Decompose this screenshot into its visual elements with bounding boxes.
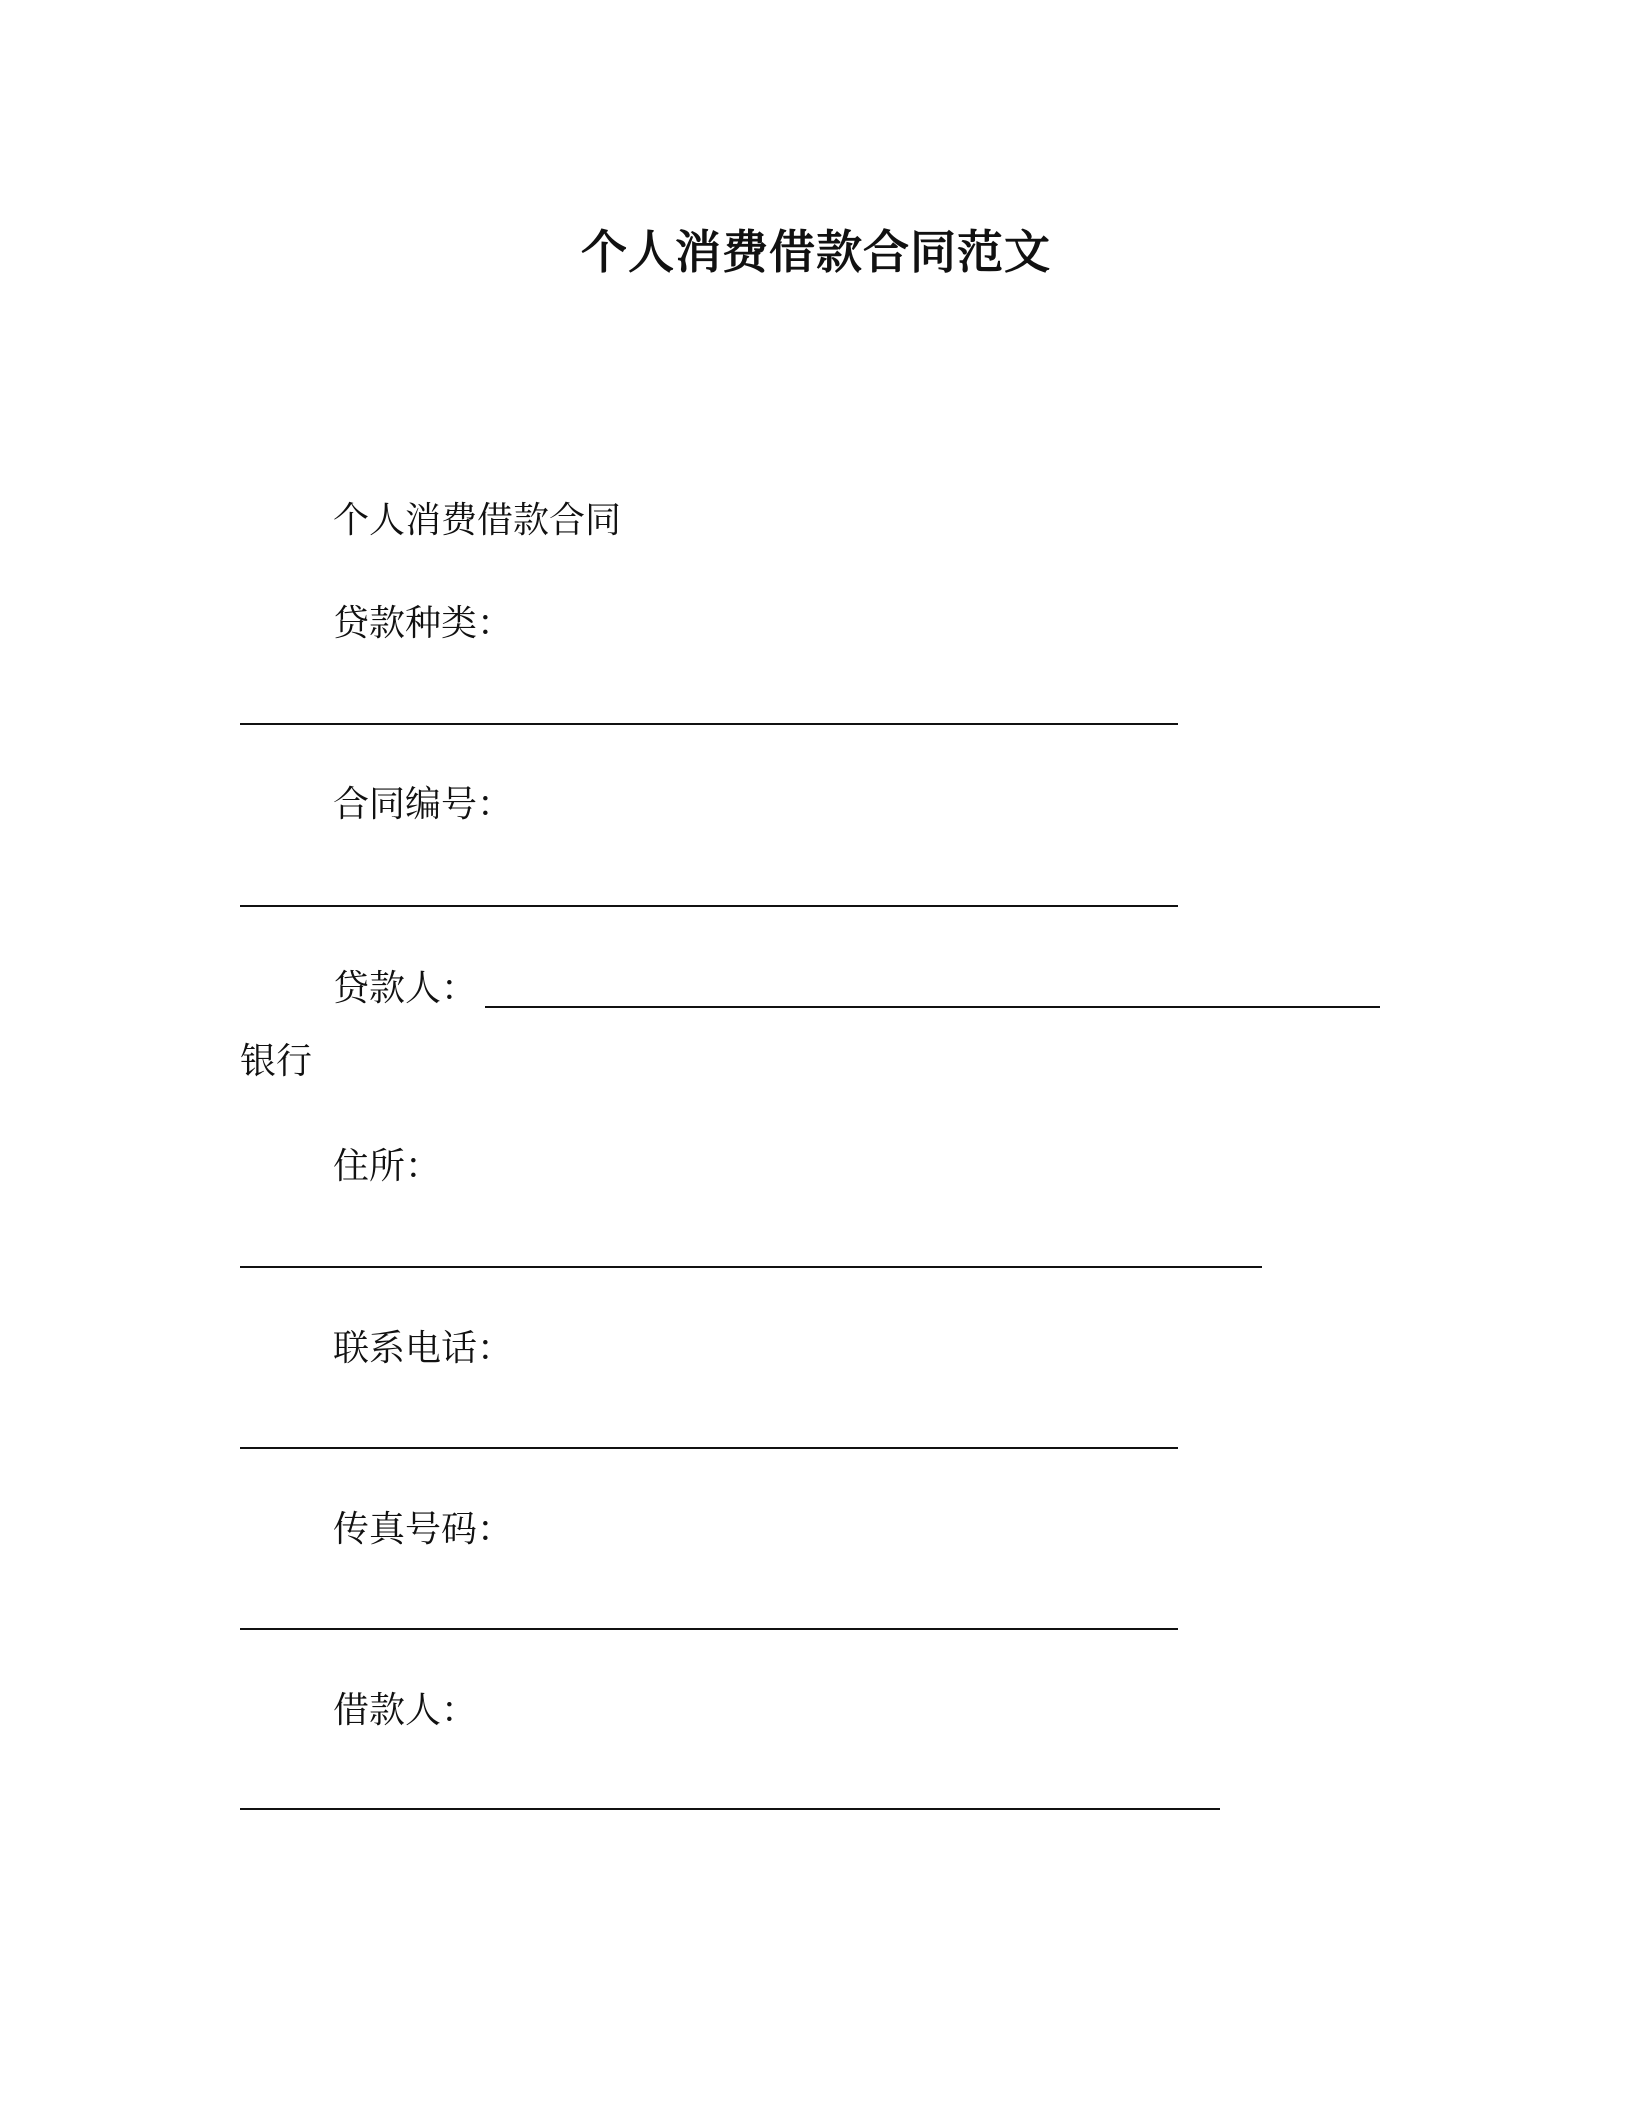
address-label: 住所：	[333, 1146, 442, 1187]
contract-number-blank	[240, 905, 1178, 907]
loan-type-label: 贷款种类：	[333, 603, 514, 644]
document-title: 个人消费借款合同范文	[581, 225, 1051, 279]
lender-blank	[485, 1006, 1380, 1008]
fax-blank	[240, 1628, 1178, 1630]
address-blank	[240, 1266, 1262, 1268]
contract-number-label: 合同编号：	[333, 784, 514, 825]
borrower-blank	[240, 1808, 1220, 1810]
lender-label: 贷款人：	[333, 968, 478, 1009]
contract-heading: 个人消费借款合同	[333, 500, 622, 541]
lender-bank-suffix: 银行	[240, 1041, 313, 1082]
fax-label: 传真号码：	[333, 1509, 514, 1550]
phone-blank	[240, 1447, 1178, 1449]
loan-type-blank	[240, 723, 1178, 725]
borrower-label: 借款人：	[333, 1690, 478, 1731]
phone-label: 联系电话：	[333, 1328, 514, 1369]
